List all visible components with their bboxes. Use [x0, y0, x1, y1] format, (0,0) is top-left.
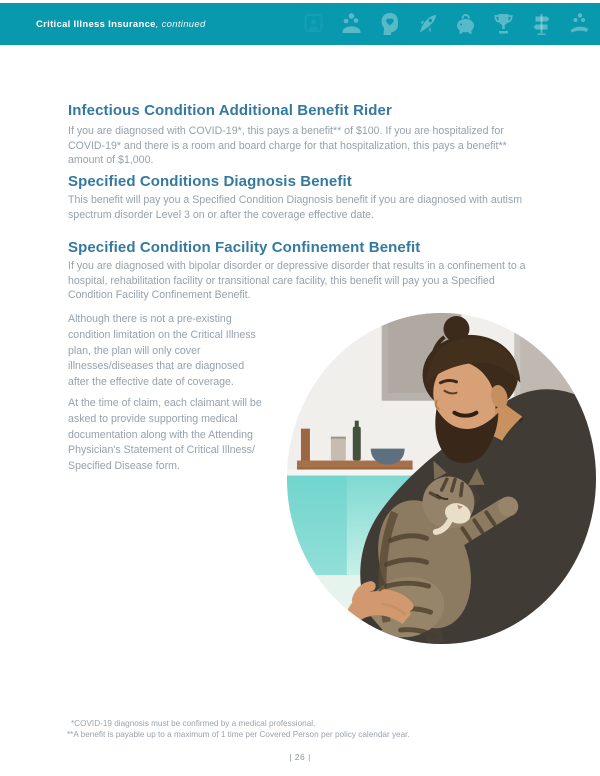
photo-illustration	[287, 313, 596, 644]
signpost-icon	[529, 11, 554, 37]
rocket-icon	[415, 11, 440, 37]
section-body-infectious-condition: If you are diagnosed with COVID-19*, this pays a benefit** of $100. If you are hospitalized for COVID-19* and there is a room and board charge for that hospitalization, this pays a benefit** amount of $1,000.	[68, 125, 507, 167]
piggy-bank-icon	[453, 11, 478, 37]
header-icon-row	[301, 11, 592, 37]
footnote-benefit-limit: **A benefit is payable up to a maximum of 1 time per Covered Person per policy calendar year.	[67, 729, 410, 739]
page-number: | 26 |	[289, 752, 311, 762]
section-heading-facility-confinement: Specified Condition Facility Confinement Benefit	[68, 239, 421, 256]
section-body-facility-confinement: If you are diagnosed with bipolar disorder or depressive disorder that results in a confinement to a hospital, rehabilitation facility or transitional care facility, this benefit will pay you a Specified Condition Facility Confinement Benefit.	[68, 260, 526, 302]
section-heading-diagnosis-benefit: Specified Conditions Diagnosis Benefit	[68, 173, 352, 190]
trophy-icon	[491, 11, 516, 37]
header-title	[36, 19, 206, 30]
badge-icon	[301, 11, 326, 37]
header-title-main: Critical Illness Insurance	[36, 18, 156, 30]
aside-paragraph-claim: At the time of claim, each claimant will be asked to provide supporting medical documentation along with the Attending Physician's Statement of Critical Illness/ Specified Disease form.	[68, 396, 262, 473]
footnotes	[67, 719, 547, 741]
hand-coins-icon	[567, 11, 592, 37]
photo-man-holding-cat	[287, 313, 596, 644]
coins-icon	[339, 11, 364, 37]
header-bar	[0, 3, 600, 45]
mental-health-icon	[377, 11, 402, 37]
section-body-diagnosis-benefit: This benefit will pay you a Specified Condition Diagnosis benefit if you are diagnosed with autism spectrum disorder Level 3 on or after the coverage effective date.	[68, 194, 523, 221]
aside-paragraph-preexisting: Although there is not a pre-existing condition limitation on the Critical Illness plan, the plan will only cover illnesses/diseases that are diagnosed after the effective date of coverage.	[68, 313, 256, 389]
aside-column	[68, 312, 268, 480]
header-title-suffix: , continued	[155, 18, 206, 30]
footnote-covid: *COVID-19 diagnosis must be confirmed by a medical professional.	[71, 719, 316, 728]
section-heading-infectious-condition: Infectious Condition Additional Benefit Rider	[68, 102, 392, 119]
